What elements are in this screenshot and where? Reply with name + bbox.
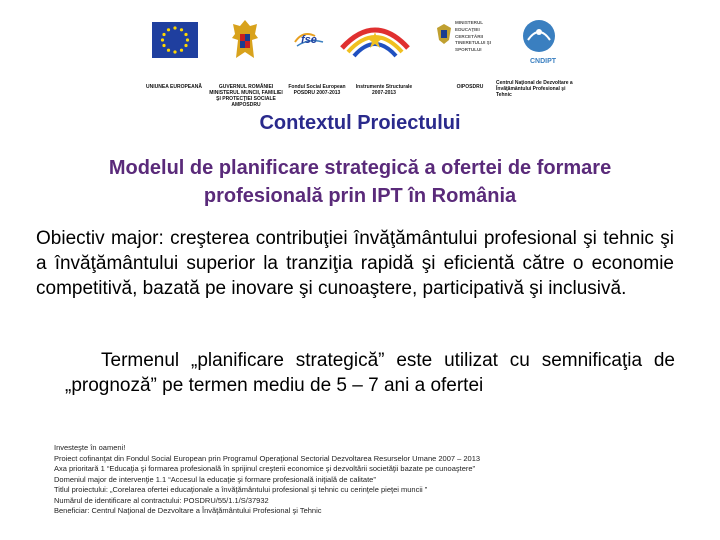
term-text: Termenul „planificare strategică” este utilizat cu semnificaţia de „prognoză” pe termen mediu de 5 – 7 ani a ofertei	[65, 350, 675, 396]
footer-line: Proiect cofinanţat din Fondul Social European prin Programul Operaţional Sectorial Dezvoltarea Resurselor Umane 2007 – 2013	[54, 453, 481, 463]
logo-bar	[0, 0, 720, 108]
slide-title: Contextul Proiectului	[259, 112, 461, 134]
objective-paragraph	[36, 226, 674, 301]
term-paragraph	[65, 348, 675, 398]
structural-instruments-logo	[338, 18, 412, 62]
logo-caption-instruments: Instrumente Structurale 2007-2013	[355, 84, 413, 96]
ministry-education-logo	[437, 18, 499, 66]
logo-caption-cndipt: Centrul Naţional de Dezvoltare a Învăţământului Profesional şi Tehnic	[496, 80, 573, 98]
logo-caption-eu: UNIUNEA EUROPEANĂ	[146, 84, 202, 90]
subtitle-line-1: Modelul de planificare strategică a ofertei de formare	[108, 157, 612, 179]
subtitle-line-2: profesională prin IPT în România	[203, 185, 517, 207]
slide-subtitle	[60, 154, 660, 210]
footer-line: Numărul de identificare al contractului: POSDRU/55/1.1/S/37932	[54, 495, 269, 505]
objective-text: creşterea contribuţiei învăţământului profesional şi tehnic şi a învăţământului superior la tranziţia rapidă şi eficientă către o economie competitivă, bazată pe inovare şi cunoaştere, participativă şi inclusivă.	[36, 228, 674, 299]
logo-caption-fse: Fondul Social European POSDRU 2007-2013	[288, 84, 346, 96]
logo-caption-government: GUVERNUL ROMÂNIEI MINISTERUL MUNCII, FAMILIEI ŞI PROTECŢIEI SOCIALE AMPOSDRU	[209, 84, 283, 108]
footer-line: Axa prioritară 1 “Educaţia şi formarea profesională în sprijinul creşterii economice şi dezvoltării societăţii bazate pe cunoaştere”	[54, 464, 476, 473]
fse-logo	[293, 28, 329, 52]
footer-line: Beneficiar: Centrul Naţional de Dezvoltare a Învăţământului Profesional şi Tehnic	[54, 506, 322, 515]
cndipt-logo	[510, 18, 568, 68]
logo-caption-oiposdru: OIPOSDRU	[456, 84, 484, 90]
project-footer	[54, 443, 674, 517]
cndipt-emblem-icon	[510, 18, 568, 58]
footer-line: Domeniul major de intervenţie 1.1 “Accesul la educaţie şi formare profesională iniţială de calitate”	[54, 474, 376, 484]
eu-flag-logo	[152, 22, 198, 58]
footer-line: Investeşte în oameni!	[54, 443, 126, 452]
fse-logo-text: fse	[301, 34, 317, 46]
romania-coat-of-arms-logo	[230, 18, 260, 62]
footer-line: Titlul proiectului: „Corelarea ofertei educaţionale a învăţământului profesional şi tehnic cu cerinţele pieţei muncii ”	[54, 485, 428, 494]
ministry-logo-text: MINISTERUL EDUCAŢIEI CERCETĂRII TINERETULUI ŞI SPORTULUI	[455, 20, 491, 53]
ministry-crest-icon	[437, 24, 451, 44]
cndipt-logo-text: CNDIPT	[530, 58, 557, 65]
objective-label: Obiectiv major:	[36, 228, 164, 249]
